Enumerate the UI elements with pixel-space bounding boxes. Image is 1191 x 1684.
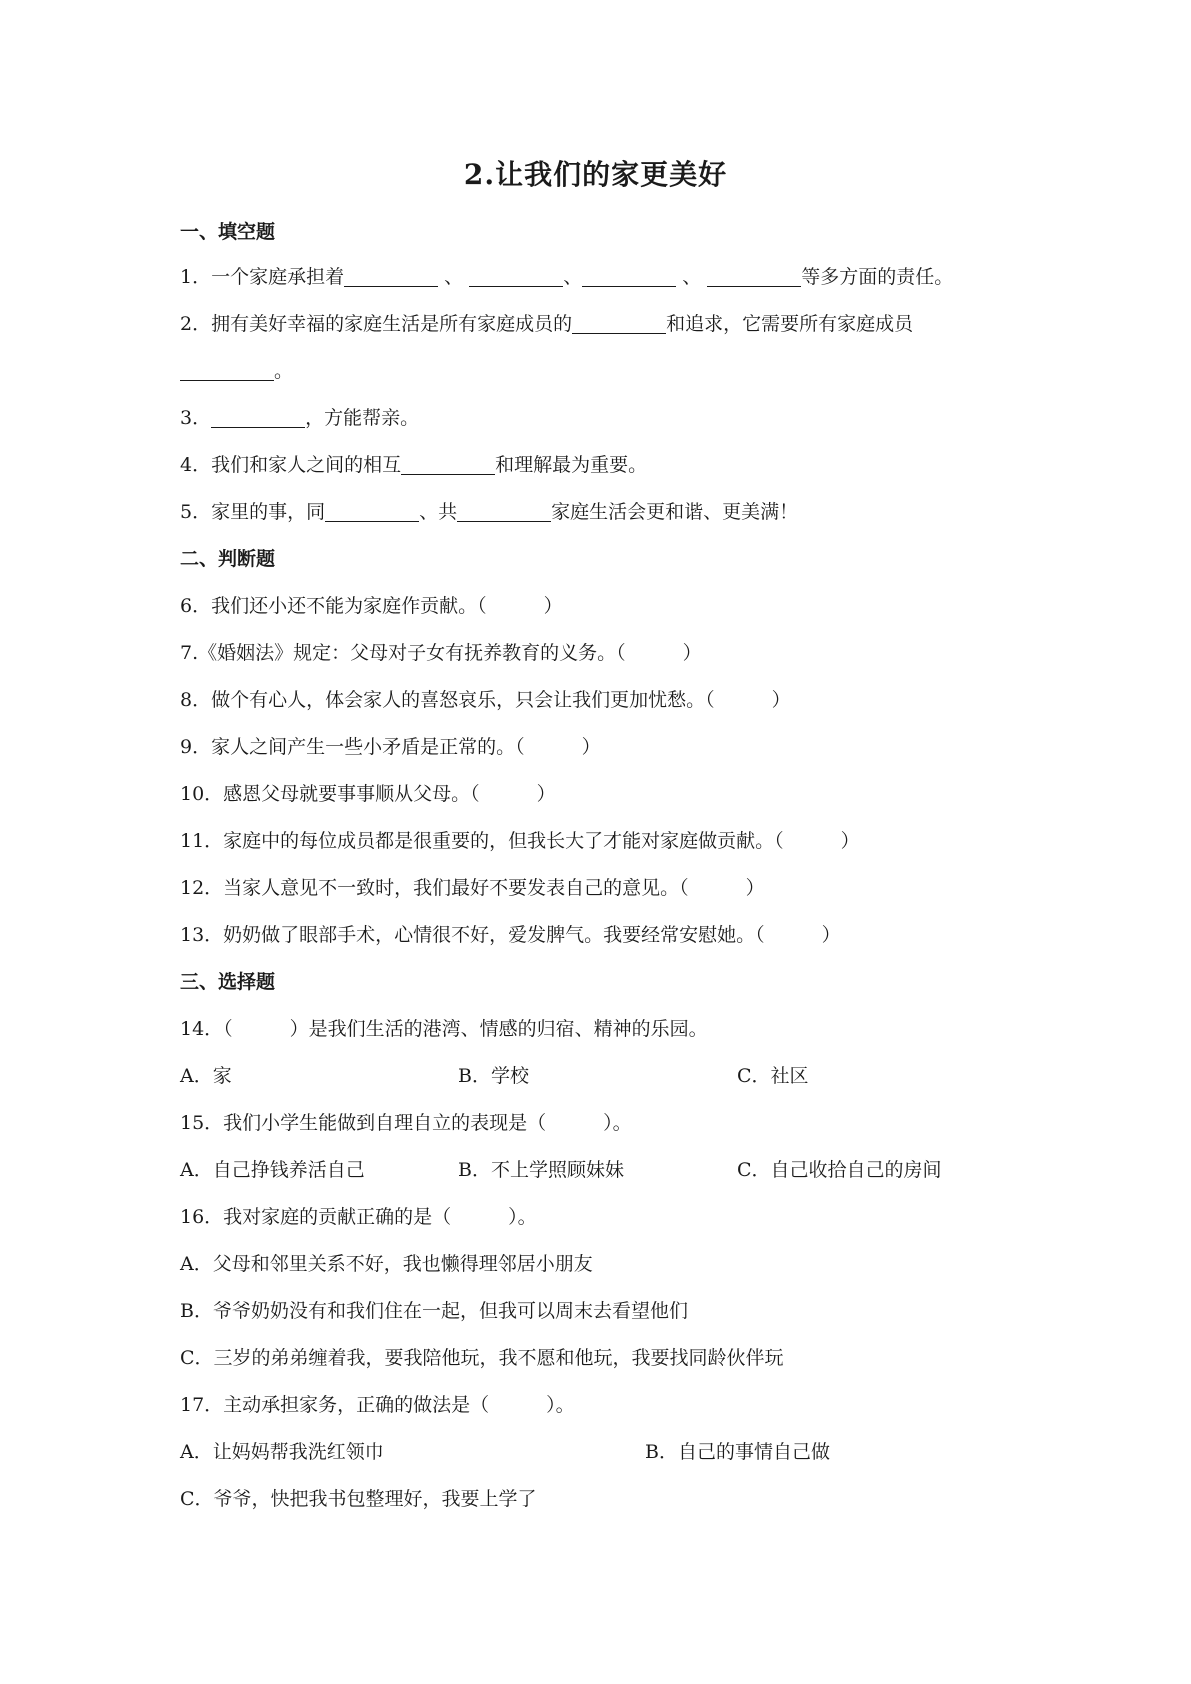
section-heading-fill: 一、填空题 xyxy=(180,221,276,243)
answer-blank[interactable] xyxy=(325,501,419,522)
question-6: 6．我们还小还不能为家庭作贡献。（ ） xyxy=(180,595,563,617)
question-3 xyxy=(180,404,419,432)
question-4-text-a: 4．我们和家人之间的相互 xyxy=(180,454,402,476)
question-4 xyxy=(180,451,647,479)
question-5-text-b: 、共 xyxy=(419,501,458,523)
question-17-option-c[interactable]: C．爷爷，快把我书包整理好，我要上学了 xyxy=(180,1488,537,1510)
answer-blank[interactable] xyxy=(582,266,676,287)
answer-blank[interactable] xyxy=(344,266,438,287)
separator: 、 xyxy=(563,266,583,288)
question-17-stem: 17．主动承担家务，正确的做法是（ ）。 xyxy=(180,1394,575,1416)
separator: 、 xyxy=(676,266,702,288)
question-15-option-a[interactable]: A．自己挣钱养活自己 xyxy=(180,1159,365,1181)
question-2 xyxy=(180,310,913,338)
question-2-text-b: 和追求，它需要所有家庭成员 xyxy=(666,313,914,335)
question-4-text-b: 和理解最为重要。 xyxy=(495,454,648,476)
question-12: 12．当家人意见不一致时，我们最好不要发表自己的意见。（ ） xyxy=(180,877,765,899)
question-5-text-a: 5．家里的事，同 xyxy=(180,501,326,523)
answer-blank[interactable] xyxy=(469,266,563,287)
question-16-option-a[interactable]: A．父母和邻里关系不好，我也懒得理邻居小朋友 xyxy=(180,1253,593,1275)
question-17-option-a[interactable]: A．让妈妈帮我洗红领巾 xyxy=(180,1441,384,1463)
separator: 、 xyxy=(438,266,464,288)
answer-blank[interactable] xyxy=(707,266,801,287)
question-9: 9．家人之间产生一些小矛盾是正常的。（ ） xyxy=(180,736,601,758)
question-7: 7.《婚姻法》规定：父母对子女有抚养教育的义务。（ ） xyxy=(180,642,702,664)
question-11: 11．家庭中的每位成员都是很重要的，但我长大了才能对家庭做贡献。（ ） xyxy=(180,830,860,852)
question-14-option-b[interactable]: B．学校 xyxy=(458,1065,529,1087)
page-title: 2.让我们的家更美好 xyxy=(463,158,728,191)
question-3-text-b: ，方能帮亲。 xyxy=(305,407,420,429)
question-1 xyxy=(180,263,953,291)
question-14-option-c[interactable]: C．社区 xyxy=(737,1065,809,1087)
question-13: 13．奶奶做了眼部手术，心情很不好，爱发脾气。我要经常安慰她。（ ） xyxy=(180,924,841,946)
section-heading-choice: 三、选择题 xyxy=(180,971,276,993)
answer-blank[interactable] xyxy=(457,501,551,522)
answer-blank[interactable] xyxy=(211,407,305,428)
question-15-option-b[interactable]: B．不上学照顾妹妹 xyxy=(458,1159,624,1181)
question-10: 10．感恩父母就要事事顺从父母。（ ） xyxy=(180,783,556,805)
question-1-text-b: 等多方面的责任。 xyxy=(801,266,954,288)
question-14-option-a[interactable]: A．家 xyxy=(180,1065,232,1087)
question-16-option-c[interactable]: C．三岁的弟弟缠着我，要我陪他玩，我不愿和他玩，我要找同龄伙伴玩 xyxy=(180,1347,784,1369)
answer-blank[interactable] xyxy=(401,454,495,475)
question-17-option-b[interactable]: B．自己的事情自己做 xyxy=(645,1441,830,1463)
question-14-stem: 14．（ ）是我们生活的港湾、情感的归宿、精神的乐园。 xyxy=(180,1018,708,1040)
question-2-continued xyxy=(180,357,293,385)
question-5 xyxy=(180,498,798,526)
question-2-text-a: 2．拥有美好幸福的家庭生活是所有家庭成员的 xyxy=(180,313,573,335)
question-16-option-b[interactable]: B．爷爷奶奶没有和我们住在一起，但我可以周末去看望他们 xyxy=(180,1300,688,1322)
question-3-text-a: 3． xyxy=(180,407,212,429)
section-heading-judge: 二、判断题 xyxy=(180,548,276,570)
answer-blank[interactable] xyxy=(572,313,666,334)
answer-blank[interactable] xyxy=(180,360,274,381)
question-8: 8．做个有心人，体会家人的喜怒哀乐，只会让我们更加忧愁。（ ） xyxy=(180,689,791,711)
question-1-text-a: 1．一个家庭承担着 xyxy=(180,266,345,288)
question-15-stem: 15．我们小学生能做到自理自立的表现是（ ）。 xyxy=(180,1112,632,1134)
question-16-stem: 16．我对家庭的贡献正确的是（ ）。 xyxy=(180,1206,537,1228)
question-15-option-c[interactable]: C．自己收拾自己的房间 xyxy=(737,1159,942,1181)
question-5-text-c: 家庭生活会更和谐、更美满！ xyxy=(551,501,799,523)
question-2-text-c: 。 xyxy=(274,360,294,382)
